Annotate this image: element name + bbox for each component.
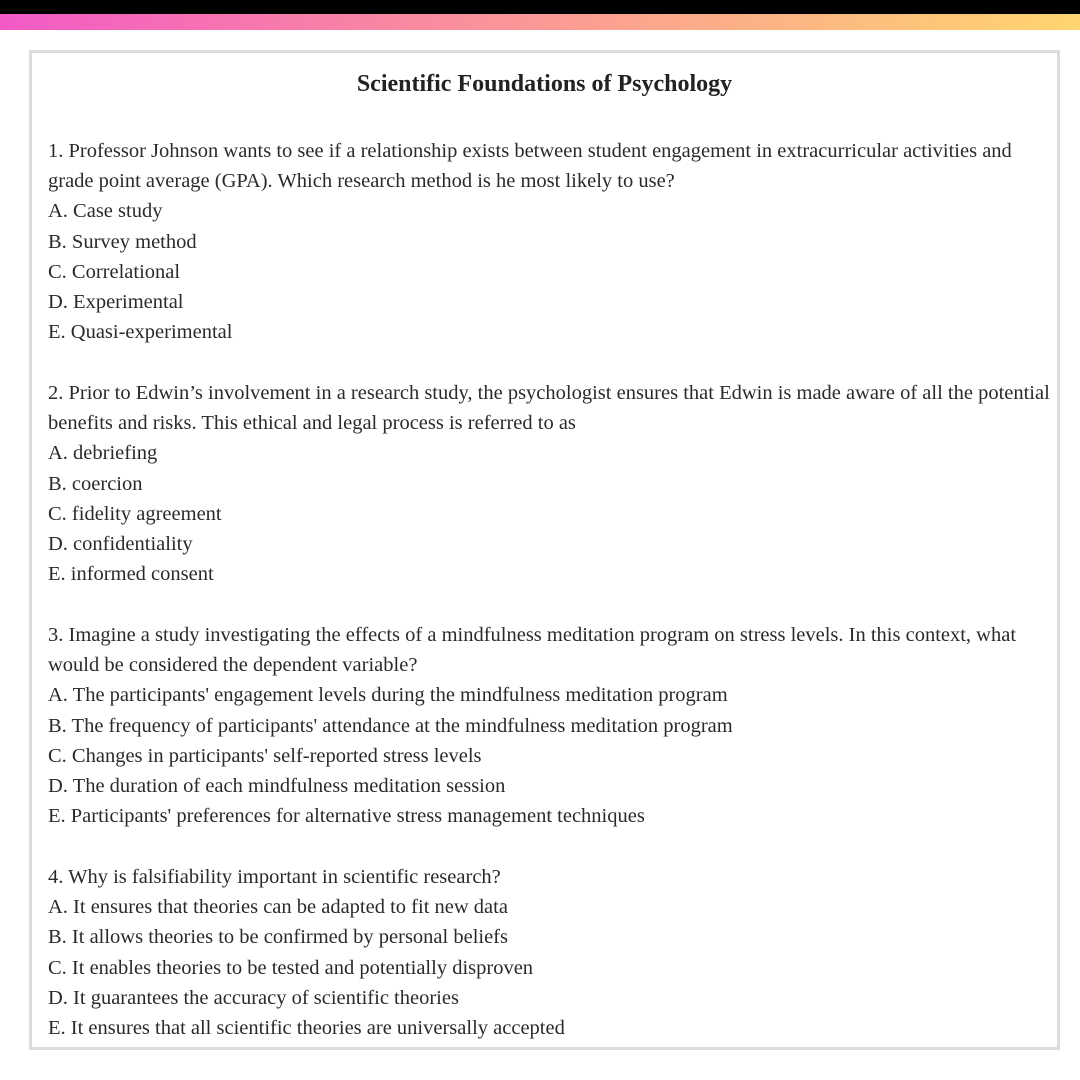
option-c: C. Changes in participants' self-reported stress levels	[48, 744, 482, 767]
option-e: E. Participants' preferences for alternative stress management techniques	[48, 805, 645, 828]
option-e: E. informed consent	[48, 563, 214, 586]
option-b: B. It allows theories to be confirmed by personal beliefs	[48, 926, 508, 949]
option-b: B. coercion	[48, 472, 143, 495]
question-1	[48, 136, 1058, 347]
option-c: C. Correlational	[48, 260, 181, 283]
page-title: Scientific Foundations of Psychology	[356, 71, 733, 97]
option-a: A. debriefing	[48, 442, 158, 465]
question-stem: 1. Professor Johnson wants to see if a relationship exists between student engagement in extracurricular activities and grade point average (GPA). Which research method is he most likely to use?	[48, 140, 1012, 193]
question-stem: 2. Prior to Edwin’s involvement in a research study, the psychologist ensures that Edwin is made aware of all the potential benefits and risks. This ethical and legal process is referred to as	[48, 382, 1050, 435]
option-d: D. It guarantees the accuracy of scientific theories	[48, 986, 459, 1009]
option-a: A. It ensures that theories can be adapted to fit new data	[48, 896, 508, 919]
option-a: A. The participants' engagement levels during the mindfulness meditation program	[48, 684, 728, 707]
option-b: B. Survey method	[48, 230, 197, 253]
option-b: B. The frequency of participants' attendance at the mindfulness meditation program	[48, 714, 733, 737]
option-d: D. Experimental	[48, 291, 184, 314]
question-stem: 4. Why is falsifiability important in scientific research?	[48, 866, 501, 889]
option-c: C. fidelity agreement	[48, 502, 222, 525]
top-gradient-bar	[0, 14, 1080, 30]
question-2	[48, 378, 1058, 589]
top-black-bar	[0, 0, 1080, 14]
option-d: D. The duration of each mindfulness meditation session	[48, 775, 506, 798]
question-4	[48, 862, 1058, 1043]
question-3	[48, 620, 1058, 831]
quiz-card	[29, 50, 1060, 1050]
question-stem: 3. Imagine a study investigating the effects of a mindfulness meditation program on stress levels. In this context, what would be considered the dependent variable?	[48, 624, 1017, 677]
option-d: D. confidentiality	[48, 533, 193, 556]
option-c: C. It enables theories to be tested and potentially disproven	[48, 956, 534, 979]
question-list	[48, 136, 1058, 1074]
option-a: A. Case study	[48, 200, 163, 223]
option-e: E. Quasi-experimental	[48, 321, 233, 344]
option-e: E. It ensures that all scientific theories are universally accepted	[48, 1017, 565, 1040]
